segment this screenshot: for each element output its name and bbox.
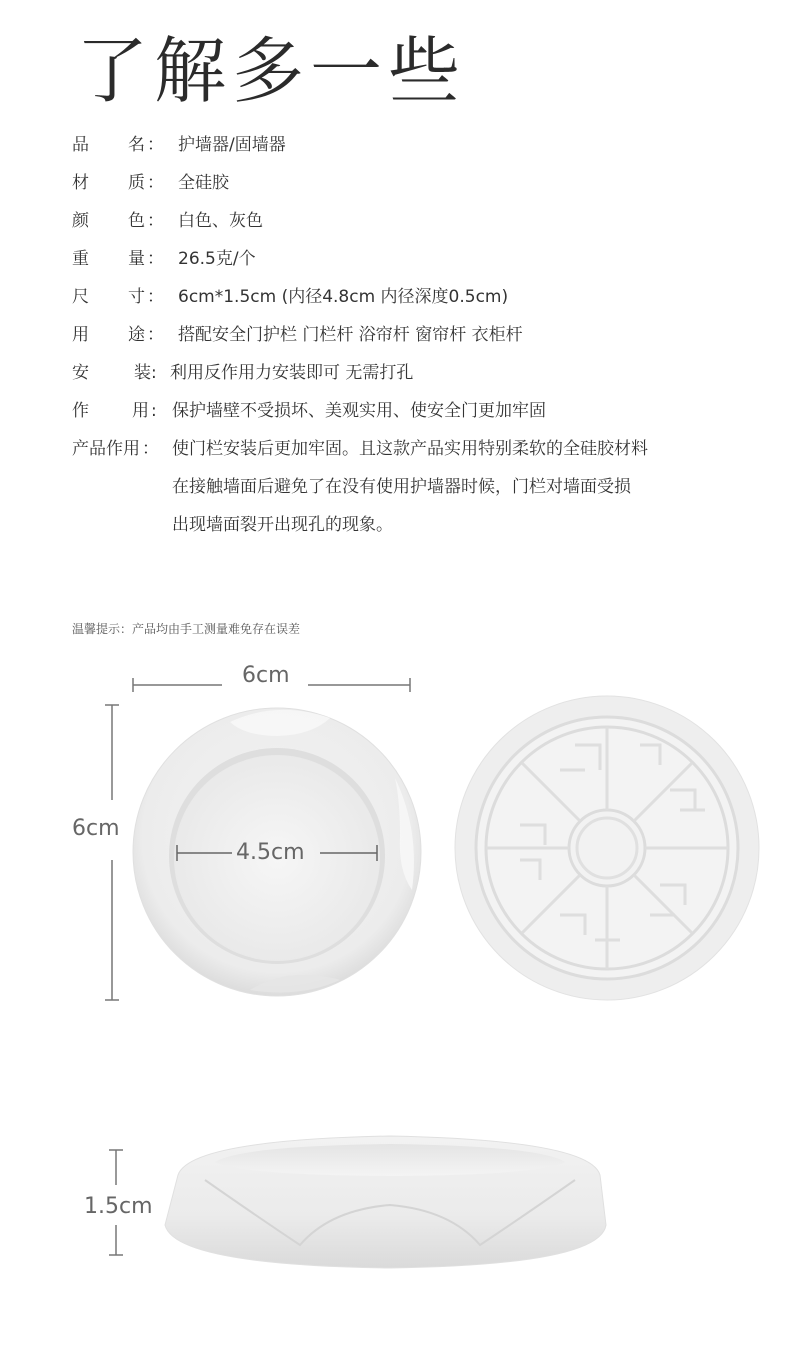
spec-label: 安 装 : bbox=[72, 363, 157, 383]
spec-label: 重 量 ： bbox=[72, 249, 164, 269]
inner-diameter-label: 4.5cm bbox=[236, 840, 305, 865]
spec-value: 白色、灰色 bbox=[178, 211, 263, 231]
spec-value: 搭配安全门护栏 门栏杆 浴帘杆 窗帘杆 衣柜杆 bbox=[178, 325, 523, 345]
spec-continuation: 在接触墙面后避免了在没有使用护墙器时候，门栏对墙面受损 bbox=[172, 477, 631, 497]
spec-value: 全硅胶 bbox=[178, 173, 229, 193]
spec-label: 作 用 : bbox=[72, 401, 157, 421]
height-dimension-line bbox=[105, 705, 119, 1000]
width-label: 6cm bbox=[242, 663, 290, 688]
thickness-label: 1.5cm bbox=[84, 1194, 153, 1219]
spec-value: 使门栏安装后更加牢固。且这款产品实用特别柔软的全硅胶材料 bbox=[172, 439, 648, 459]
spec-label: 颜 色 ： bbox=[72, 211, 164, 231]
spec-label: 材 质 ： bbox=[72, 173, 164, 193]
spec-label: 品 名 ： bbox=[72, 135, 164, 155]
spec-value: 26.5克/个 bbox=[178, 249, 256, 269]
side-view-protector bbox=[165, 1136, 606, 1268]
spec-value: 利用反作用力安装即可 无需打孔 bbox=[170, 363, 414, 383]
spec-label: 尺 寸 ： bbox=[72, 287, 164, 307]
measurement-hint: 温馨提示：产品均由手工测量难免存在误差 bbox=[72, 622, 301, 636]
spec-value: 6cm*1.5cm (内径4.8cm 内径深度0.5cm) bbox=[178, 287, 509, 307]
spec-value: 保护墙壁不受损坏、美观实用、使安全门更加牢固 bbox=[172, 401, 546, 421]
bottom-view-protector bbox=[455, 696, 759, 1000]
spec-value: 护墙器/固墙器 bbox=[178, 135, 286, 155]
page-title: 了解多一些 bbox=[76, 29, 467, 113]
spec-label: 用 途 ： bbox=[72, 325, 164, 345]
spec-continuation: 出现墙面裂开出现孔的现象。 bbox=[172, 515, 393, 535]
spec-label: 产品作用 ： bbox=[72, 439, 159, 459]
height-label: 6cm bbox=[72, 816, 120, 841]
